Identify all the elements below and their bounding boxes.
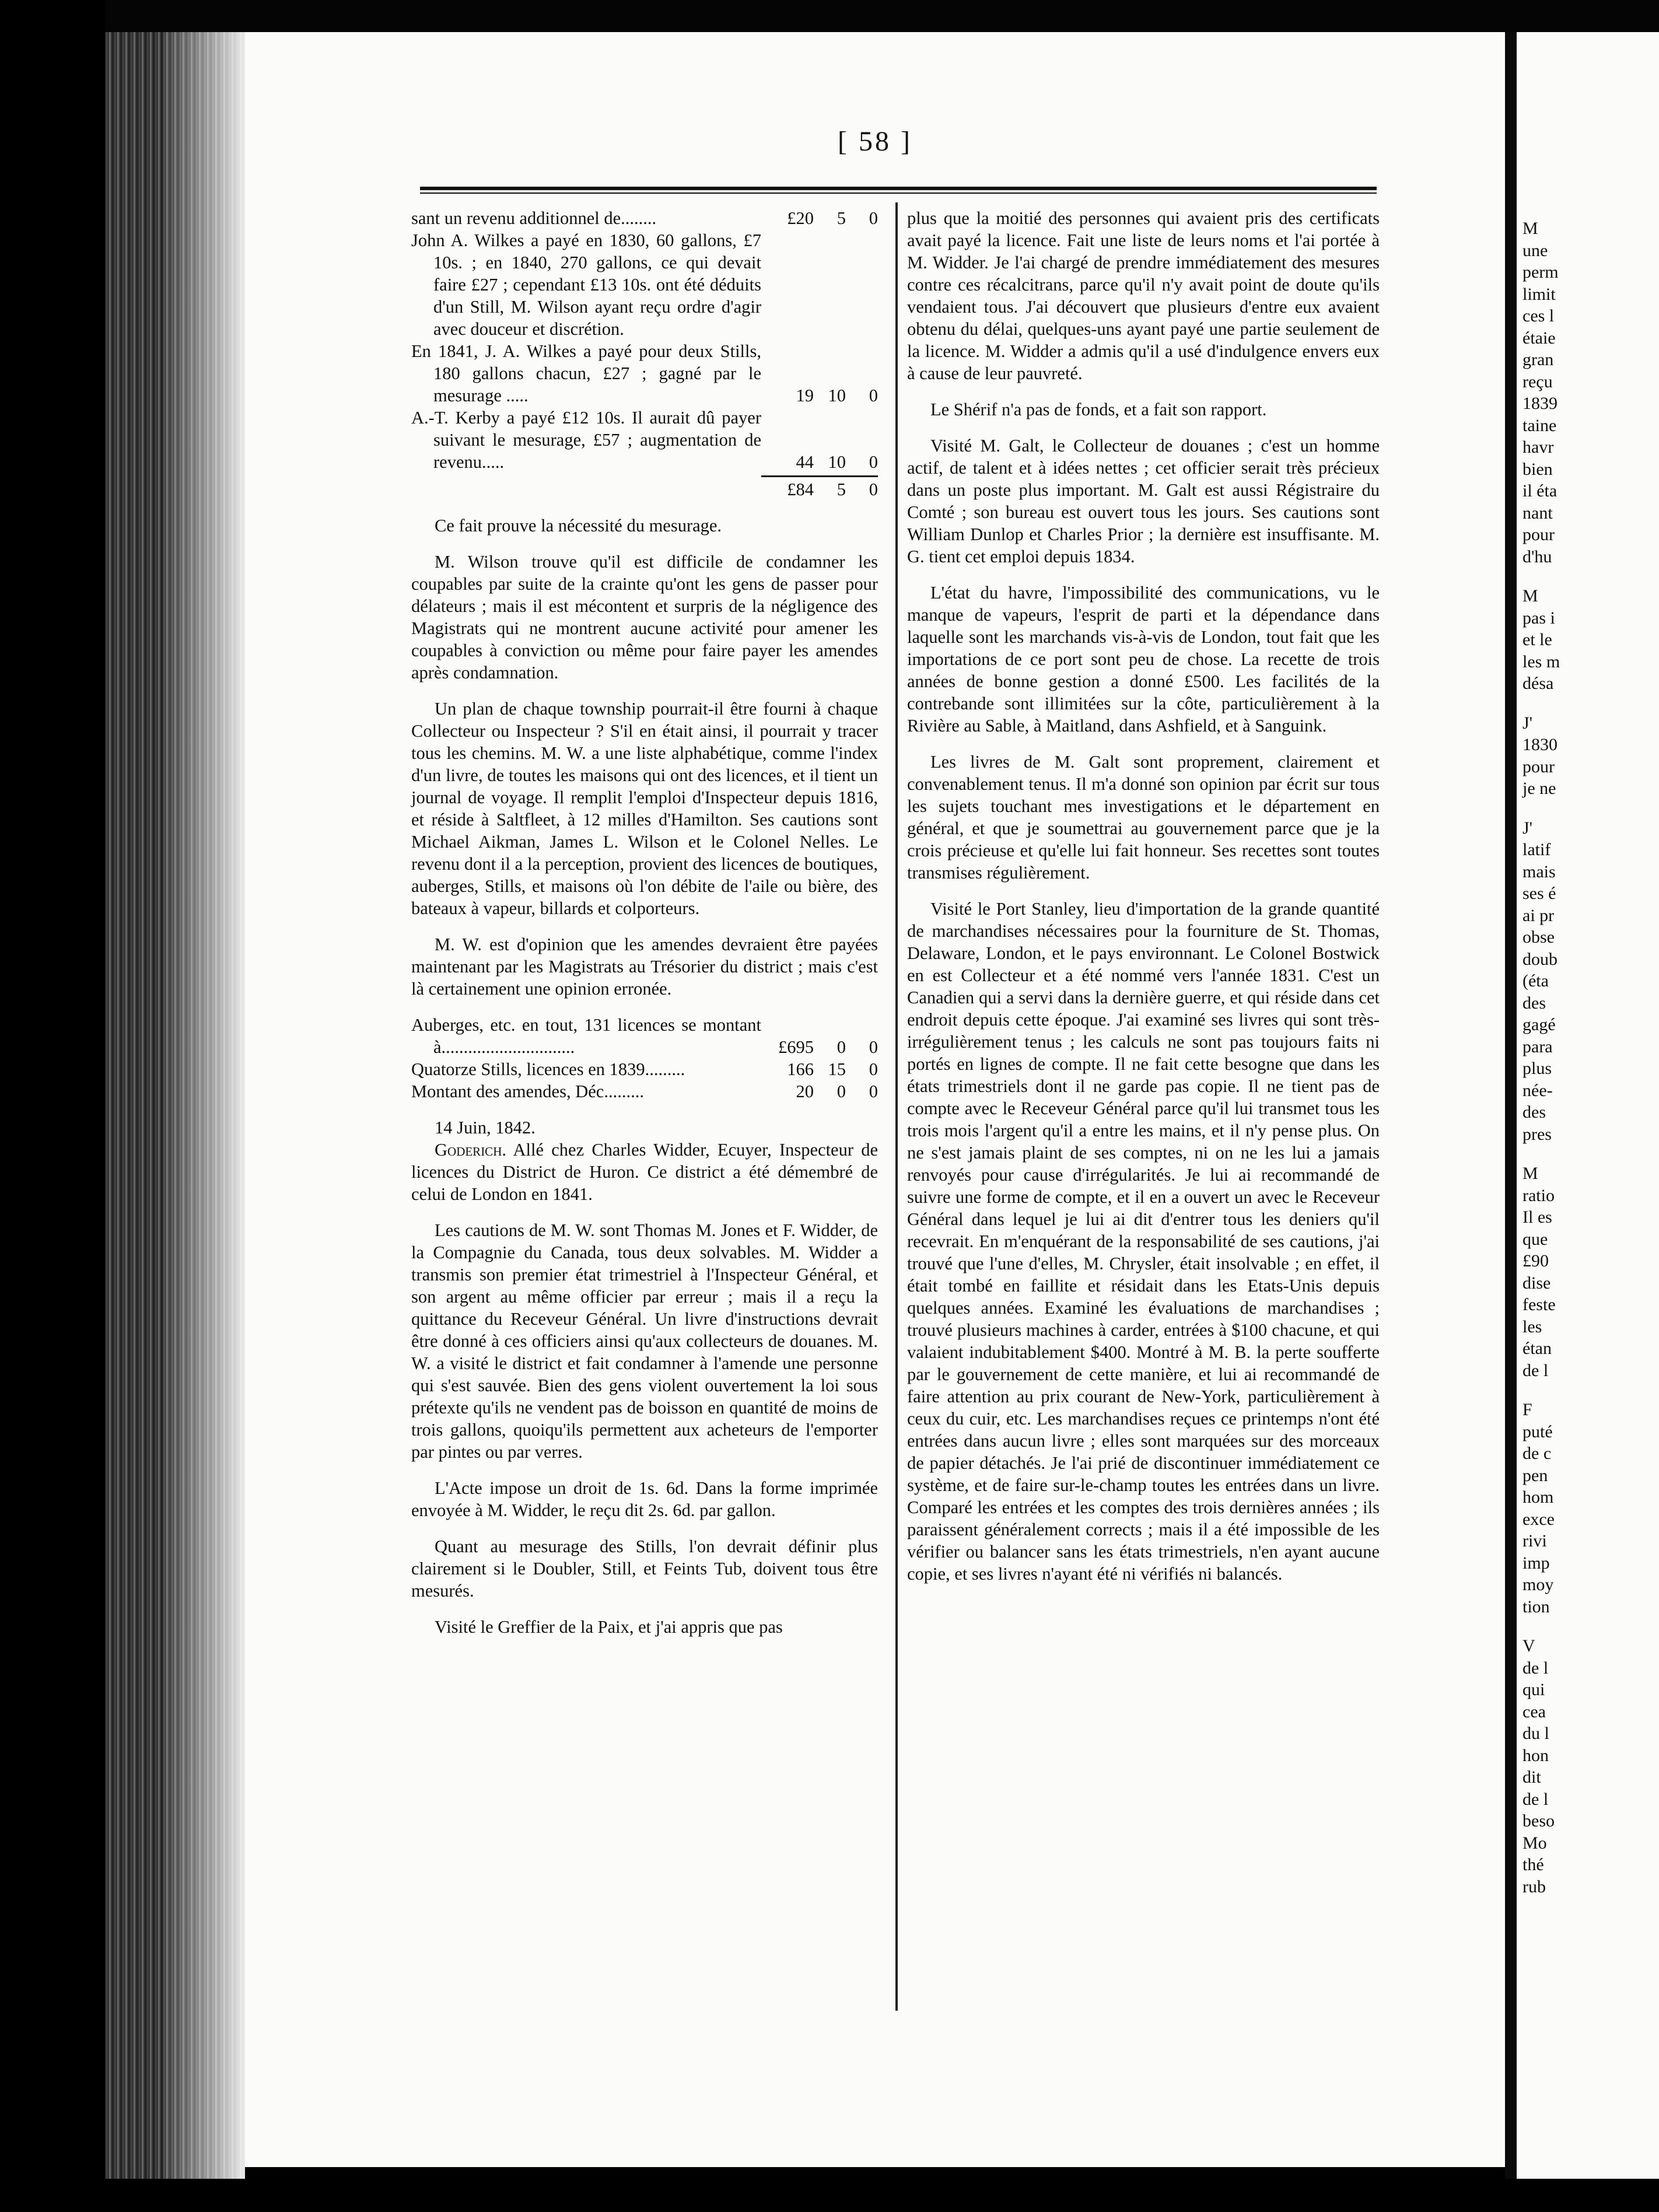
paragraph: Un plan de chaque township pourrait-il être fourni à chaque Collecteur ou Inspecteur ? S'il en était ainsi, il pourrait y tracer tous les chemins. M. W. a une liste alphabétique, comme l'index d'un livre, de toutes les maisons qui ont des licences, et il tient un journal de voyage. Il remplit l'emploi d'Inspecteur depuis 1816, et réside à Saltfleet, à 12 milles d'Hamilton. Ses cautions sont Michael Aikman, James L. Wilson et le Colonel Nelles. Le revenu dont il a la perception, provient des licences de boutiques, auberges, Stills, et maisons où l'on débite de l'aile ou bière, des bateaux à vapeur, billards et colporteurs.	[411, 699, 878, 918]
scan-border-left	[0, 0, 105, 2212]
entry-amount	[761, 384, 878, 407]
account-entry	[411, 207, 878, 229]
next-page-text-fragment: gagé	[1522, 1015, 1556, 1034]
next-page-text-fragment: née-	[1522, 1080, 1553, 1100]
next-page-text-fragment: ai pr	[1522, 905, 1555, 925]
paragraph: M. Wilson trouve qu'il est difficile de condamner les coupables par suite de la crainte qu'ont les gens de passer pour délateurs ; mais il est mécontent et surpris de la négligence des Magistrats qui ne montrent aucune activité pour amener les coupables à conviction ou même pour faire payer les amendes après condamnation.	[411, 552, 878, 682]
total-shillings: 5	[836, 480, 846, 499]
paragraph-text: Allé chez Charles Widder, Ecuyer, Inspecteur de licences du District de Huron. Ce district a été démembré de celui de London en 1841.	[411, 1140, 878, 1204]
licence-amount	[761, 1058, 878, 1080]
next-page-text-fragment: perm	[1522, 262, 1559, 282]
next-page-text-fragment: Mo	[1522, 1833, 1547, 1853]
next-page-text-fragment: thé	[1522, 1855, 1544, 1874]
next-page-text-fragment: bien	[1522, 459, 1553, 479]
pounds: 20	[796, 1082, 814, 1101]
shillings: 15	[828, 1059, 846, 1079]
place-name: Goderich.	[435, 1140, 506, 1160]
account-entry	[411, 407, 878, 473]
next-page-text-fragment: d'hu	[1522, 547, 1552, 566]
licence-entry	[411, 1058, 878, 1080]
paragraph-goderich	[411, 1139, 878, 1205]
paragraph: Visité le Port Stanley, lieu d'importation de la grande quantité de marchandises nécessaires pour la fourniture de St. Thomas, Delaware, London, et le pays environnant. Le Colonel Bostwick en est Collecteur et a été nommé vers l'année 1831. C'est un Canadien qui a servi dans la dernière guerre, et qui réside dans cet endroit depuis cette époque. J'ai examiné ses livres qui sont très-irrégulièrement tenus ; les calculs ne sont pas toujours faits ni portés en lignes de compte. Il ne fait cette besogne que dans les états trimestriels dont il ne garde pas copie. Il ne tient pas de compte avec le Receveur Général parce qu'il lui transmet tous les trois mois l'argent qu'il a entre les mains, et il n'y pense plus. On ne s'est jamais plaint de ses comptes, ni on ne les lui a jamais renvoyés pour cause d'irrégularités. Je lui ai recommandé de suivre une forme de compte, et il en a ouvert un avec le Receveur Général dans lequel je lui ai dit d'entrer tous les deniers qu'il recevrait. En m'enquérant de la responsabilité de ses cautions, j'ai trouvé que l'une d'elles, M. Chrysler, était insolvable ; en effet, il était tombé en faillite et résidait dans les Etats-Unis depuis quelques années. Examiné les évaluations de marchandises ; trouvé plusieurs machines à carder, entrées à $100 chacune, et qui valaient indubitablement $400. Montré à M. B. la perte soufferte par le gouvernement de cette manière, et lui ai recommandé de faire attention au prix courant de New-York, particulièrement à ceux du cuir, etc. Les marchandises reçues ce printemps n'ont été entrées dans aucun livre ; elles sont marquées sur des morceaux de papier détachés. Je l'ai prié de discontinuer immédiatement ce système, et de faire sur-le-champ toutes les entrées dans un livre. Comparé les entrées et les comptes des trois dernières années ; ils paraissent généralement corrects ; mais il a été impossible de les vérifier ou balancer sans les états trimestriels, n'en ayant aucune copie, et ses livres n'ayant été ni vérifiés ni balancés.	[907, 899, 1380, 1584]
next-page-text-fragment: pres	[1522, 1124, 1552, 1144]
next-page-text-fragment: pen	[1522, 1465, 1548, 1485]
next-page-text-fragment: (éta	[1522, 971, 1549, 991]
next-page-text-fragment: de l	[1522, 1789, 1549, 1809]
next-page-text-fragment: ratio	[1522, 1185, 1555, 1205]
licence-text: Auberges, etc. en tout, 131 licences se montant à..............................	[411, 1015, 761, 1057]
paragraph: L'Acte impose un droit de 1s. 6d. Dans la forme imprimée envoyée à M. Widder, le reçu dit 2s. 6d. par gallon.	[411, 1478, 878, 1520]
licence-amount	[761, 1080, 878, 1102]
next-page-text-fragment: les	[1522, 1317, 1542, 1336]
next-page-text-fragment: taine	[1522, 415, 1557, 435]
next-page-text-fragment: que	[1522, 1229, 1548, 1249]
next-page-text-fragment: M	[1522, 586, 1538, 606]
pence: 0	[869, 1082, 878, 1101]
shillings: 5	[836, 208, 846, 228]
next-page-text-fragment: de l	[1522, 1658, 1549, 1678]
paragraph: Les cautions de M. W. sont Thomas M. Jones et F. Widder, de la Compagnie du Canada, tous deux solvables. M. Widder a transmis son premier état trimestriel à l'Inspecteur Général, et son argent au même officier par erreur ; mais il a reçu la quittance du Receveur Général. Un livre d'instructions devrait être donné à ces officiers ainsi qu'aux collecteurs de douanes. M. W. a visité le district et fait condamner à l'amende une personne qui s'est sauvée. Bien des gens violent ouvertement la loi sous prétexte qu'ils ne vendent pas de boisson en quantité de moins de trois gallons, quoiqu'ils permettent aux acheteurs de l'emporter par pintes ou par verres.	[411, 1220, 878, 1462]
next-page-text-fragment: je ne	[1522, 779, 1556, 798]
pence: 0	[869, 452, 878, 472]
pounds: 44	[796, 452, 814, 472]
next-page-text-fragment: J'	[1522, 713, 1533, 733]
pence: 0	[869, 1059, 878, 1079]
licence-entry	[411, 1014, 878, 1058]
next-page-text-fragment: pour	[1522, 757, 1555, 776]
next-page-text-fragment: une	[1522, 240, 1548, 260]
paragraph: Visité le Greffier de la Paix, et j'ai appris que pas	[435, 1617, 783, 1637]
total-pounds: £84	[787, 480, 814, 499]
pence: 0	[869, 386, 878, 405]
next-page-text-fragment: étaie	[1522, 328, 1556, 348]
paragraph: Les livres de M. Galt sont proprement, clairement et convenablement tenus. Il m'a donné son opinion par écrit sur tous les sujets touchant mes investigations et le département en général, et que je soumettrai au gouvernement parce que je la crois précieuse et qu'elle lui fait honneur. Ses recettes sont toutes transmises régulièrement.	[907, 752, 1380, 883]
page-gutter	[1505, 32, 1517, 2179]
next-page-text-fragment: hom	[1522, 1488, 1554, 1507]
pence: 0	[869, 208, 878, 228]
pounds: 19	[796, 386, 814, 405]
next-page-text-fragment: de l	[1522, 1360, 1549, 1380]
next-page-text-fragment: rivi	[1522, 1531, 1547, 1550]
next-page-text-fragment: latif	[1522, 840, 1551, 859]
right-column	[907, 207, 1380, 1599]
left-column	[411, 207, 878, 1652]
account-entry	[411, 340, 878, 407]
next-page-text-fragment: étan	[1522, 1339, 1552, 1358]
next-page-text-fragment: ses é	[1522, 884, 1556, 903]
page-number: [ 58 ]	[838, 126, 912, 157]
next-page-text-fragment: les m	[1522, 652, 1560, 671]
paragraph: Ce fait prouve la nécessité du mesurage.	[435, 516, 722, 536]
entry-text: En 1841, J. A. Wilkes a payé pour deux Stills, 180 gallons chacun, £27 ; gagné par le mesurage .....	[411, 341, 761, 405]
scan-border-bottom	[0, 2179, 1659, 2212]
next-page-text-fragment: puté	[1522, 1422, 1553, 1441]
next-page-text-fragment: limit	[1522, 284, 1556, 304]
paragraph: plus que la moitié des personnes qui avaient pris des certificats avait payé la licence. Fait une liste de leurs noms et l'ai portée à M. Widder. Je l'ai chargé de prendre immédiatement des mesures contre ces récalcitrans, parce qu'il n'y avait point de doute qu'ils vendaient tous. J'ai découvert que plusieurs d'entre eux avaient obtenu du délai, quelques-uns ayant payé une partie seulement de la licence. M. Widder a admis qu'il a usé d'indulgence envers eux à cause de leur pauvreté.	[907, 208, 1380, 383]
pounds: 166	[787, 1059, 814, 1079]
column-divider	[895, 202, 898, 2011]
licence-text: Montant des amendes, Déc.........	[411, 1082, 644, 1101]
next-page-fragment	[1517, 32, 1659, 2179]
next-page-text-fragment: nant	[1522, 503, 1553, 523]
entry-text: John A. Wilkes a payé en 1830, 60 gallons, £7 10s. ; en 1840, 270 gallons, ce qui devait faire £27 ; cependant £13 10s. ont été déduits d'un Still, M. Wilson ayant reçu ordre d'agir avec douceur et discrétion.	[411, 230, 761, 339]
next-page-text-fragment: et le	[1522, 630, 1552, 649]
next-page-text-fragment: cea	[1522, 1702, 1546, 1721]
header-rule-thick	[420, 187, 1377, 190]
next-page-text-fragment: désa	[1522, 674, 1554, 693]
next-page-text-fragment: havr	[1522, 438, 1554, 457]
next-page-text-fragment: £90	[1522, 1251, 1549, 1270]
pence: 0	[869, 1037, 878, 1057]
total-amount	[411, 478, 878, 501]
next-page-text-fragment: rub	[1522, 1877, 1546, 1896]
entry-amount	[761, 451, 878, 473]
paragraph: M. W. est d'opinion que les amendes devraient être payées maintenant par les Magistrats au Trésorier du district ; mais c'est là certainement une opinion erronée.	[411, 935, 878, 999]
next-page-text-fragment: doub	[1522, 949, 1558, 969]
next-page-text-fragment: F	[1522, 1400, 1532, 1419]
next-page-text-fragment: pour	[1522, 525, 1555, 544]
next-page-text-fragment: imp	[1522, 1553, 1550, 1573]
next-page-text-fragment: pas i	[1522, 608, 1555, 628]
scan-border-top	[0, 0, 1659, 32]
next-page-text-fragment: il éta	[1522, 481, 1558, 501]
account-entry	[411, 229, 878, 340]
shillings: 10	[828, 452, 846, 472]
next-page-text-fragment: M	[1522, 1164, 1538, 1183]
pounds: £695	[778, 1037, 814, 1057]
book-page	[245, 32, 1505, 2167]
next-page-text-fragment: para	[1522, 1037, 1553, 1056]
next-page-text-fragment: des	[1522, 1102, 1546, 1122]
next-page-text-fragment: dise	[1522, 1273, 1551, 1293]
next-page-text-fragment: beso	[1522, 1811, 1555, 1831]
next-page-text-fragment: reçu	[1522, 372, 1553, 391]
licence-text: Quatorze Stills, licences en 1839.........	[411, 1059, 685, 1079]
next-page-text-fragment: de c	[1522, 1444, 1552, 1463]
page-edge-highlight	[163, 32, 245, 2179]
shillings: 0	[836, 1082, 846, 1101]
next-page-text-fragment: moy	[1522, 1575, 1554, 1594]
licence-entry	[411, 1080, 878, 1102]
paragraph: Le Shérif n'a pas de fonds, et a fait son rapport.	[930, 400, 1267, 419]
next-page-text-fragment: des	[1522, 993, 1546, 1013]
entry-amount	[761, 207, 878, 229]
next-page-text-fragment: dit	[1522, 1768, 1541, 1787]
shillings: 0	[836, 1037, 846, 1057]
next-page-text-fragment: mais	[1522, 862, 1556, 881]
next-page-text-fragment: qui	[1522, 1680, 1545, 1699]
licence-amount	[761, 1036, 878, 1058]
next-page-text-fragment: 1839	[1522, 394, 1558, 413]
next-page-text-fragment: feste	[1522, 1295, 1556, 1314]
total-pence: 0	[869, 480, 878, 499]
entry-text: sant un revenu additionnel de........	[411, 208, 657, 228]
next-page-text-fragment: V	[1522, 1636, 1535, 1656]
next-page-text-fragment: gran	[1522, 350, 1554, 369]
next-page-text-fragment: du l	[1522, 1724, 1549, 1743]
next-page-text-fragment: exce	[1522, 1509, 1555, 1529]
total-rule	[761, 475, 878, 477]
pounds: £20	[787, 208, 814, 228]
header-rule-thin	[420, 192, 1377, 194]
next-page-text-fragment: hon	[1522, 1745, 1549, 1765]
entry-text: A.-T. Kerby a payé £12 10s. Il aurait dû payer suivant le mesurage, £57 ; augmentation de revenu.....	[411, 408, 761, 472]
next-page-text-fragment: obse	[1522, 928, 1555, 947]
next-page-text-fragment: M	[1522, 219, 1538, 238]
next-page-text-fragment: ces l	[1522, 306, 1555, 326]
date-line: 14 Juin, 1842.	[435, 1118, 536, 1138]
next-page-text-fragment: Il es	[1522, 1208, 1552, 1227]
next-page-text-fragment: plus	[1522, 1059, 1552, 1078]
next-page-text-fragment: J'	[1522, 818, 1533, 838]
paragraph: L'état du havre, l'impossibilité des communications, vu le manque de vapeurs, l'esprit de parti et la dépendance dans laquelle sont les marchands vis-à-vis de London, tout fait que les importations de ce port sont peu de chose. La recette de trois années de bonne gestion a donné £500. Les facilités de la contrebande sont illimitées sur la côte, particulièrement à la Rivière au Sable, à Maitland, dans Ashfield, et à Sanguink.	[907, 583, 1380, 736]
next-page-text-fragment: tion	[1522, 1597, 1550, 1616]
paragraph: Quant au mesurage des Stills, l'on devrait définir plus clairement si le Doubler, Still, et Feints Tub, doivent tous être mesurés.	[411, 1536, 878, 1601]
next-page-text-fragment: 1830	[1522, 735, 1558, 754]
paragraph: Visité M. Galt, le Collecteur de douanes ; c'est un homme actif, de talent et à idées nettes ; cet officier serait très précieux dans un poste plus important. M. Galt est aussi Régistraire du Comté ; son bureau est ouvert tous les jours. Ses cautions sont William Dunlop et Charles Prior ; la dernière est insuffisante. M. G. tient cet emploi depuis 1834.	[907, 436, 1380, 566]
shillings: 10	[828, 386, 846, 405]
